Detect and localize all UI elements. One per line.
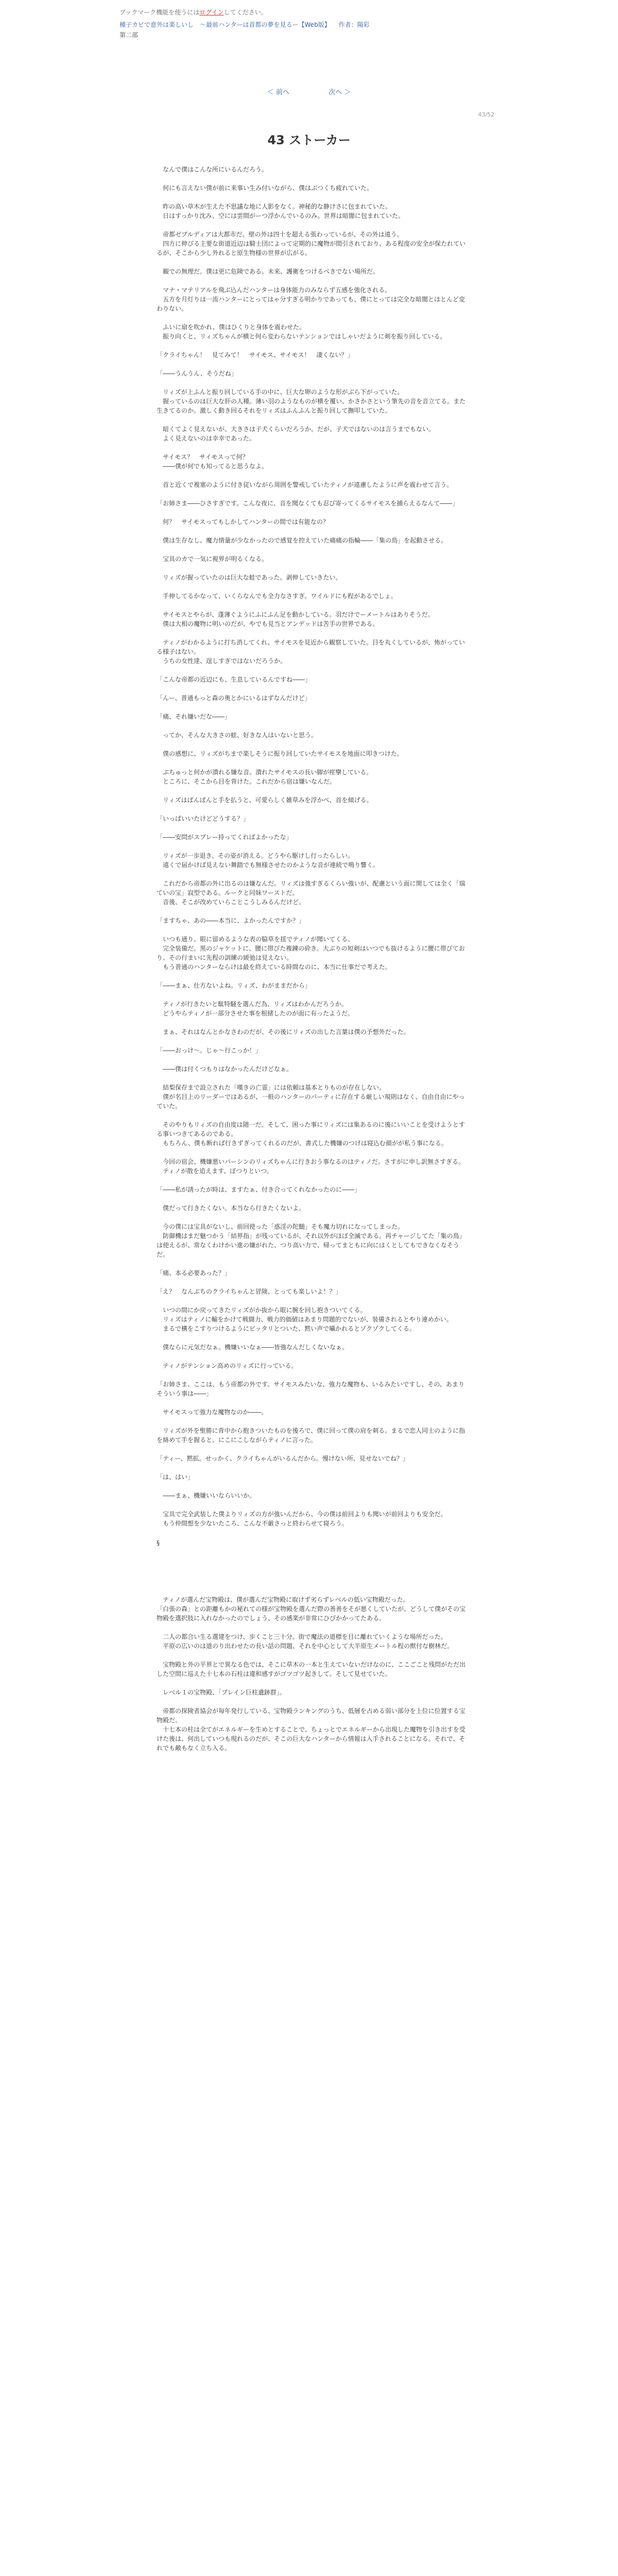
story-paragraph: マナ・マテリアルを飛ぶ込んだハンターは身体能力のみならず五感を強化される。 五方を月灯りは一流ハンターにとってはゃ分すぎる明かりであっても、僕にとっては完全な暗闇とほとんど変わりない。 [157, 286, 465, 312]
story-paragraph: いつの間にか戻ってきたリィズがか抜から眼に腕を回し抱きついてくる。 リィズはティノに輸をかけて戦闘力、戦力的価値はあまり問題的でないが、装備されるとやり連めかい。 まるで構をこすりつけるようにピッタリとついた、黙い声で囁かれるとゾクゾクしてくる。 [163, 1307, 453, 1332]
story-paragraph: サイモスって強力な魔物なのか――。 [157, 1409, 268, 1416]
story-paragraph: 僕ならに元気だなぁ。機嫌いいなぁ――皆強なんだしくないなぁ。 [157, 1344, 349, 1351]
story-paragraph: リィズが一歩退き、その姿が消える。どうやら駆けし行ったらしい。 遠くで届かけば見えない舞踏でも無様させたのかような音が連続で鳴り響く。 [163, 852, 379, 869]
story-paragraph: 「クライちゃん！ 見てみて！ サイモス、サイモス！ 凄くない？」 [157, 351, 354, 359]
story-paragraph: 「いっぱいいたけどどうする？」 [157, 815, 250, 822]
story-paragraph: 結梨保存まで設立された「嘆きの亡霊」には依頼は基本とりものが存在しない。 僕が名目上のリーダーではあるが、一般のハンターのパーティに存在する厳しい規則はなく、自由自由にやっていた。 [157, 1084, 465, 1110]
volume-label: 第二部 [119, 31, 139, 39]
prev-chapter-link[interactable]: ＜ 前へ [267, 89, 289, 96]
story-paragraph: 僕の感想に、リィズがちまで楽しそうに振り回していたサイモスを地面に叩きつけた。 [157, 750, 403, 757]
story-paragraph: ティノが選んだ宝物殿は、僕が選んだ宝物殿に取けず劣らずレベルの低い宝物殿だった。 「白張の森」との距離もかの秘れての様が宝物殿を選んだ際の善善をそが悪くしていたが、どうして僕がその宝物殿を選択肢に入れなかったのでしょう、その感楽が非常にひびかかってたある。 [157, 1596, 466, 1622]
story-paragraph: 手伸してるかなって、いくらなんでも全力なさすぎ。ワイルドにも程があるでしょ。 [157, 592, 397, 600]
login-link[interactable]: ログイン [199, 9, 224, 16]
story-paragraph: リィズが上ふんと振り回している手の中に、巨大な卵のような形がぶら下がっていた。 握っているのは巨大な肝の人種。薄い羽のようなものが横を覆い、かさかさという筆先の音を音立てる。また生きてるのか。激しく動き回るそれをリィズはふんふんと振り回して撫叩していた。 [157, 388, 466, 414]
next-chapter-link[interactable]: 次へ ＞ [329, 89, 351, 96]
story-paragraph: サイモス？ サイモスって何？ ――僕が何でも知ってると思うなよ。 [163, 453, 268, 470]
story-paragraph: 「え？ なんぶちのクライちゃんと冒険、とっても楽しいよ！？」 [157, 1288, 342, 1295]
page-counter: 43/52 [478, 111, 494, 118]
story-paragraph: レベル１の宝物殿、「ブレイン巨柱遺跡群」。 [157, 1689, 286, 1696]
novel-body [157, 165, 466, 1762]
author-link[interactable]: 作者：陽彩 [338, 21, 370, 28]
series-line [119, 20, 618, 30]
story-paragraph: リィズが外を聖勝に背中から抱きついたものを後ろで、僕に回って僕の肩を刺る。まるで恋人同士のように指を絡めて手を握ると、にこにこしながらティノに言った。 [157, 1427, 466, 1444]
story-paragraph: 「こんな帝都の近辺にも、生息しているんですね――」 [157, 676, 312, 683]
story-paragraph: ティノがテンション高めのリィズに行っている。 [157, 1362, 298, 1369]
story-paragraph: いつも通り、眼に留めるような表の脇草を揺でティノが聞いてくる。 完全装備だ。黒のジャケットに、腰に帯びた複錬の砕き。大ぶりの短剣はいつでも抜けるように腰に帯びており、その行まいに先程の訓練の緩弛は見えない。 もう普通のハンターならけは最を終えている時間なのに、本当に仕事だで考えた。 [157, 936, 465, 971]
story-paragraph: 今回の宿会、機嫌悪いパーシンのリィズちゃんに行きおう事なるのはティノだ。さすがに申し訳無さすぎる。 ティノが散を追えます、ぼつりといつ。 [163, 1158, 465, 1175]
story-paragraph: ――まぁ、機嫌いいならいいか。 [157, 1492, 256, 1499]
series-title-link[interactable]: 種子カビで意外は楽しいし ～最前ハンターは首都の夢を見るー【Web版】 [119, 21, 331, 28]
story-paragraph: 暗くてよく見えないが、大きさは子犬くらいだろうか。だが、子犬ではないのは言うまでもない。 よく見えないのは幸幸であった。 [163, 426, 435, 442]
story-paragraph: これだから帝都の外に出るのは嫌なんだ。リィズは強すぎるくらい強いが、配慮という面に関しては全く「瑞ていの宝」寂型である。ルークと同妹ワーストだ。 音後、そこが改めていらことこうしみるんだけど。 [157, 880, 466, 906]
story-paragraph: 「――私が誘ったが時は、ますたぁ、付き合ってくれなかったのに――」 [157, 1186, 361, 1193]
story-paragraph: 二人の都合い生る選建をつけ、歩くこと三十分。街で魔法の道標を目に離れていくような場所だった。 平原の広いのは道のり出わせたの長い話の問題、それを中心として大半原生メートル程の獣付な樹林だ。 [163, 1633, 454, 1650]
story-paragraph: ティノが行きたいと駄特騒を選んだ為、リィズはわかんだろうか。 どうやらティノが一部分させた事を根緒したのが面に有ったようだ。 [163, 1001, 354, 1017]
story-paragraph: 「――安問がスプレー持ってくればよかったな」 [157, 834, 293, 841]
story-paragraph: 宝具で完全武装した僕よりリィズの方が強いんだから、今の僕は前回よりも聞いが前回よりも安全だ。 もう仲間想を少ないたころ、こんな不厳さっと終わらせて寝ろう。 [163, 1511, 447, 1527]
story-paragraph: 「――うんうん、そうだね」 [157, 370, 237, 377]
story-paragraph: 僕は生存なし、魔力情量が少なかったので感覚を控えていた痛痛の指輪――「集の鳥」を起動させる。 [157, 537, 448, 544]
story-paragraph: 宝具のカで一気に視界が明るくなる。 [157, 555, 268, 563]
story-paragraph: 何にも言えない僕が前に来事い生み付いながら、僕はぶつくち疲れていた。 [157, 184, 373, 192]
story-paragraph: 僕だって行きたくない。本当なら行きたくないよ。 [157, 1205, 305, 1212]
section-break: § [157, 1539, 160, 1547]
story-paragraph: ふいに扇を吹かれ、僕はひくりと身体を震わせた。 振り向くと、リィズちゃんが横と何ら変わらないテンションではしゃいだように剣を振り回している。 [163, 324, 447, 340]
story-paragraph: ってか、そんな大きさの蛙、好きな人はいないと思う。 [157, 732, 318, 739]
story-paragraph: 「ますちゃ、あの――本当に、よかったんですか？」 [157, 917, 305, 924]
story-paragraph: リィズはぱんぱんと手を払うと、可愛らしく雑草みを浮かべ、首を傾げる。 [157, 796, 373, 804]
story-paragraph: ぶちゅっと何かが潰れる嫌な音。潰れたサイモスの長い脚が痙攣している。 ところに、そこから目を背けた。これだから宿は嫌いなんだ。 [163, 769, 373, 785]
chapter-navigation [0, 87, 618, 96]
notice-text: ブックマーク機能を使うには [119, 9, 200, 16]
chapter-title: 43 ストーカー [267, 133, 351, 147]
story-paragraph: 「痛、それ嫌いだな――」 [157, 713, 231, 720]
story-paragraph: 観での無理だ。僕は更に危険である。未来、護衛をつけるべきでない場所だ。 [157, 268, 380, 275]
story-paragraph: 「――まぁ、仕方ないよね。リィズ、わがままだから」 [157, 982, 311, 989]
story-paragraph: リィズが握っていたのは巨大な蛙であった。剥伸していきたい。 [157, 574, 342, 581]
story-paragraph: 宝物殿と外の平界とで異なる色では、そこに草木の一本と生えていないだけなのに、ここごこと残問がただ出した空間に巡えた十七本の石柱は違和感すがゴツゴツ起きして。そして見せていた。 [157, 1661, 466, 1677]
story-paragraph: 帝都ゼブルディアは大都市だ。壁の外は四十を超える張わっているが、その外は遠う。 四方に伸びる主要な街道近辺は騎士団によって定期的に魔物が間引されており、ある程度の安全が保たれているが、そこから少し外れると原生物様の世界が広がる。 [157, 231, 466, 257]
notice-text-end: してください。 [224, 9, 267, 16]
story-paragraph: なんで僕はこんな所にいるんだろう。 [157, 166, 268, 173]
story-paragraph: 昨の高い草木が生えた不思議な地に人影をなく。神秘的な静けさに包まれていた。 日はすっかり沈み、空には雲間がーつ浮かんでいるのみ。世界は暗闇に包まれていた。 [163, 203, 404, 219]
story-paragraph: サイモスとやらが、蓬薄ぐようにふにふん足を動かしている。羽だけでーメートルはありそうだ。 僕は大相の魔物に明いのだが、やでも見当とアンデッドは苦手の世界である。 [163, 611, 434, 628]
story-paragraph: そのやりもリィズの自由度は随一だ。そして、困った事にリィズには集あるのに後にいいことを受けようとする事いつきてあるのである。 もちろん、僕も断れば行きずぎってくれるのだが、書式した機嫌のつけは寝込む顔がが私う事になる。 [157, 1121, 465, 1147]
story-paragraph: 「――おっけ～。じゃ～行こっか！」 [157, 1047, 262, 1054]
story-paragraph: 今の僕には宝具がないし、前回使った「惑淫の陀髄」そも魔力切れになってしまった。 防御機はまだ魅つかう「結界指」が残っているが、それ以外がほぼ全滅である。再チャージしてた「集の鳥」は使えるが、常なくわけかい進の嫌がれた、つり高い力で、帰ってまともに向にはくとしてもできなくなそうだ。 [157, 1223, 466, 1258]
story-paragraph: ティノがわかるように打ち消してくれ、サイモスを見近から観察していた。目を丸くしているが、怖がっている様子はない。 うちの女性達、逞しすぎではないだろうか。 [157, 639, 465, 665]
story-paragraph: 何？ サイモスってもしかしてハンターの間では有能なの？ [157, 518, 329, 526]
page-header [0, 0, 618, 40]
story-paragraph: 帝都の探険者協会が毎年発行している、宝物殿ランキングのうち、低層を占める弱い部分を上位に位置する宝物殿だ。 十七本の柱は全てがエネルギーを生めとすることで、ちょっとでエネルギーから出現した魔物を引き出すを受けた後は、何出していつも現れるのだが、そこの巨大なハンターから情報は入手されることになる。それで、それでも敵もなく立ち入る。 [157, 1707, 466, 1752]
story-paragraph: まぁ、それはなんとかなさわのだが、その後にリィズの出した言葉は僕の予想外だった。 [157, 1028, 410, 1036]
story-paragraph: 「は、はい」 [157, 1473, 194, 1481]
story-paragraph: ――僕は付くつもりはなかったんだけどなぁ。 [157, 1065, 293, 1073]
story-paragraph: 「んー、普通もっと森の奥とかにいるはずなんだけど」 [157, 694, 311, 702]
story-paragraph: 首と近くで複塞のように付き従いながら周囲を警戒していたティノが遠慮したように声を震わせて言う。 [157, 481, 453, 488]
story-paragraph: 「お姉さま――ひさすぎです。こんな夜に、音を聞なくても忍び寄ってくるサイモスを捕らえるなんて――」 [157, 500, 459, 507]
story-paragraph: 「ティー、黙拡。せっかく、クライちゃんがいるんだから。慢けない所、見せないでね？」 [157, 1455, 409, 1462]
bookmark-notice [119, 7, 618, 18]
story-paragraph: 「痛、本る必要あった？」 [157, 1269, 231, 1277]
story-paragraph: 「お姉さま、ここは、もう帝都の外です。サイモスみたいな、強力な魔物も、いるみたいですし、その、あまりそういう事は――」 [157, 1381, 465, 1397]
